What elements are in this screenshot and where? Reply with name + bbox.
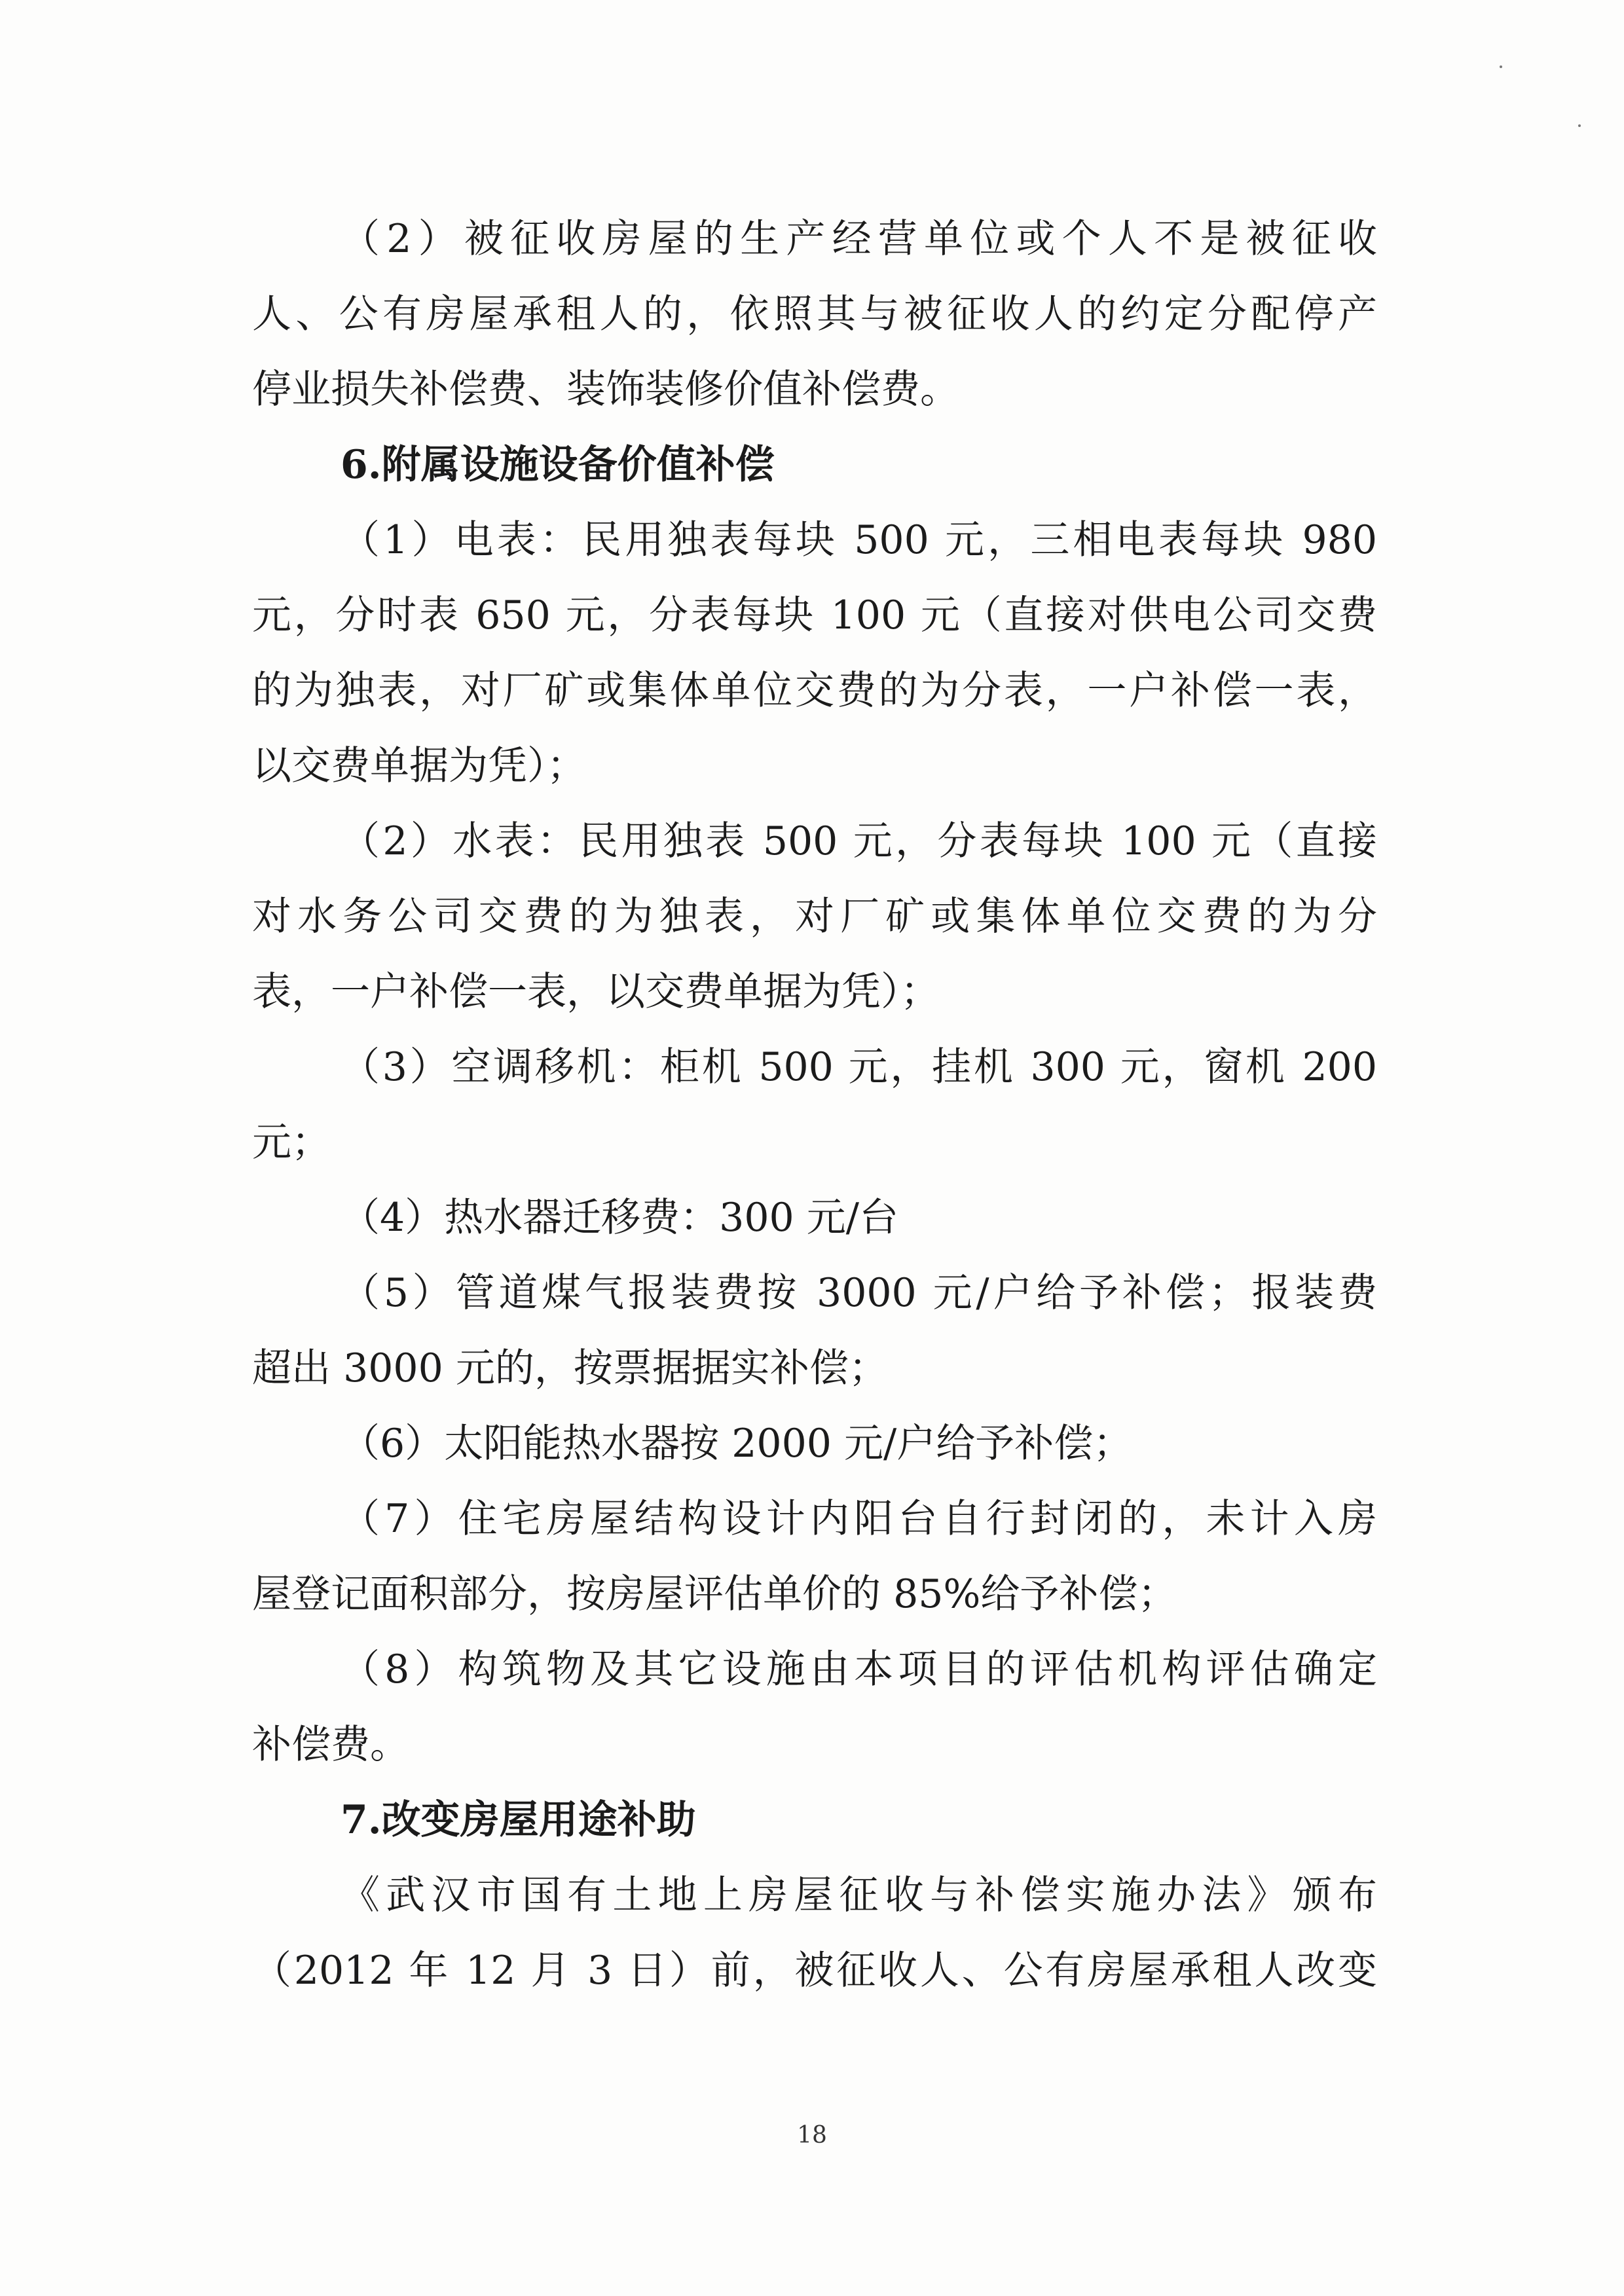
text-line: （5）管道煤气报装费按 3000 元/户给予补偿；报装费 (341, 1270, 1377, 1316)
text-line: 以交费单据为凭）； (252, 743, 586, 789)
text-line: （1）电表：民用独表每块 500 元，三相电表每块 980 (341, 517, 1377, 563)
text-line: 的为独表，对厂矿或集体单位交费的为分表，一户补偿一表， (252, 668, 1377, 714)
scan-speck (1500, 65, 1502, 68)
text-line: 元，分时表 650 元，分表每块 100 元（直接对供电公司交费 (252, 592, 1377, 638)
page-number: 18 (797, 2122, 827, 2149)
text-line: （3）空调移机：柜机 500 元，挂机 300 元，窗机 200 (341, 1044, 1377, 1090)
text-line: 元； (252, 1120, 331, 1165)
text-line: 屋登记面积部分，按房屋评估单价的 85%给予补偿； (252, 1571, 1177, 1617)
text-line: （8）构筑物及其它设施由本项目的评估机构评估确定 (341, 1647, 1377, 1692)
text-line: 人、公有房屋承租人的，依照其与被征收人的约定分配停产 (252, 291, 1377, 337)
text-line: 超出 3000 元的，按票据据实补偿； (252, 1345, 888, 1391)
text-line: （2）水表：民用独表 500 元，分表每块 100 元（直接 (341, 818, 1377, 864)
text-line: 补偿费。 (252, 1722, 409, 1768)
scan-speck (1578, 124, 1581, 127)
section-heading: 7.改变房屋用途补助 (341, 1797, 696, 1843)
section-heading: 6.附属设施设备价值补偿 (341, 442, 775, 488)
text-line: 停业损失补偿费、装饰装修价值补偿费。 (252, 367, 959, 412)
text-line: 表，一户补偿一表，以交费单据为凭）； (252, 969, 940, 1015)
text-line: （4）热水器迁移费：300 元/台 (341, 1195, 898, 1241)
text-line: 对水务公司交费的为独表，对厂矿或集体单位交费的为分 (252, 894, 1377, 939)
text-line: （2）被征收房屋的生产经营单位或个人不是被征收 (341, 216, 1377, 262)
text-line: （6）太阳能热水器按 2000 元/户给予补偿； (341, 1421, 1133, 1467)
text-line: （7）住宅房屋结构设计内阳台自行封闭的，未计入房 (341, 1496, 1377, 1542)
text-line: （2012 年 12 月 3 日）前，被征收人、公有房屋承租人改变 (252, 1948, 1377, 1994)
text-line: 《武汉市国有土地上房屋征收与补偿实施办法》颁布 (341, 1872, 1377, 1918)
